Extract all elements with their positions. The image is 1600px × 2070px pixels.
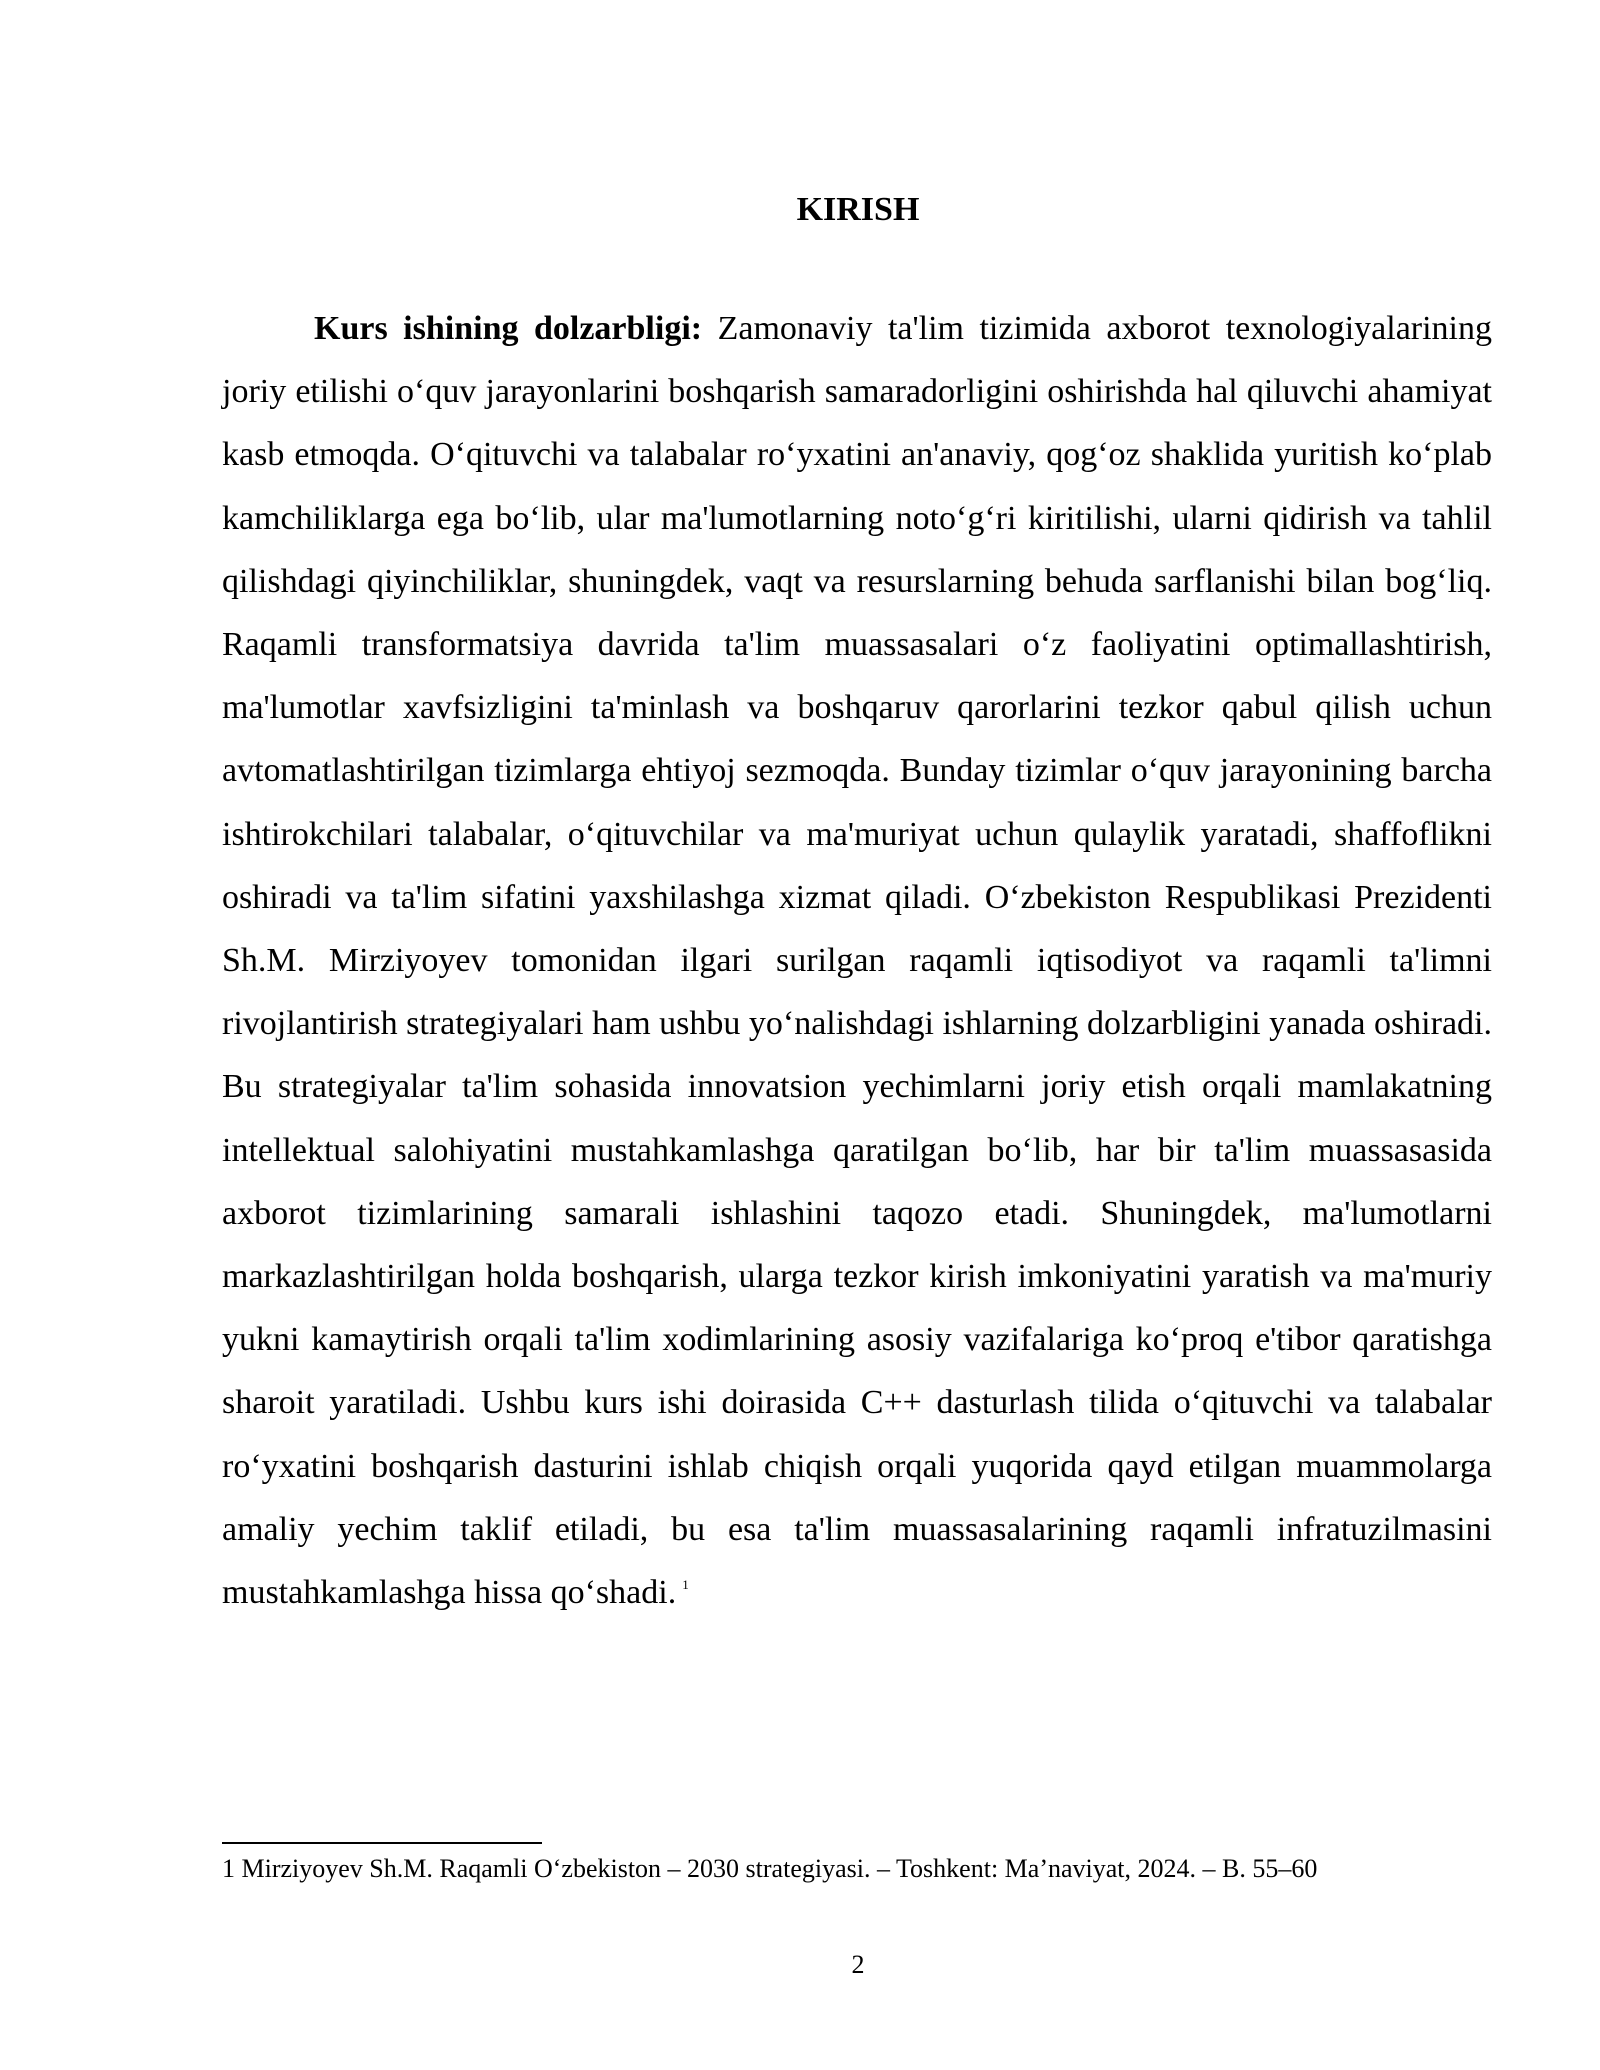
page-number: 2: [851, 1950, 865, 1979]
section-heading: KIRISH: [796, 191, 920, 228]
footnote-text: 1 Mirziyoyev Sh.M. Raqamli Oʻzbekiston – 2030 strategiyasi. – Toshkent: Ma’naviyat, 2024. – B. 55–60: [222, 1854, 1318, 1883]
footnote-separator: [222, 1842, 542, 1844]
body-paragraph: [222, 297, 1492, 1624]
footnote-reference: 1: [682, 1577, 689, 1593]
paragraph-lead: Kurs ishining dolzarbligi:: [314, 310, 703, 347]
paragraph-text: Zamonaviy ta'lim tizimida axborot texnologiyalarining joriy etilishi oʻquv jarayonlarini boshqarish samaradorligini oshirishda hal qiluvchi ahamiyat kasb etmoqda. Oʻqituvchi va talabalar roʻyxatini an'anaviy, qogʻoz shaklida yuritish koʻplab kamchiliklarga ega boʻlib, ular ma'lumotlarning notoʻgʻri kiritilishi, ularni qidirish va tahlil qilishdagi qiyinchiliklar, shuningdek, vaqt va resurslarning behuda sarflanishi bilan bogʻliq. Raqamli transformatsiya davrida ta'lim muassasalari oʻz faoliyatini optimallashtirish, ma'lumotlar xavfsizligini ta'minlash va boshqaruv qarorlarini tezkor qabul qilish uchun avtomatlashtirilgan tizimlarga ehtiyoj sezmoqda. Bunday tizimlar oʻquv jarayonining barcha ishtirokchilari talabalar, oʻqituvchilar va ma'muriyat uchun qulaylik yaratadi, shaffoflikni oshiradi va ta'lim sifatini yaxshilashga xizmat qiladi. Oʻzbekiston Respublikasi Prezidenti Sh.M. Mirziyoyev tomonidan ilgari surilgan raqamli iqtisodiyot va raqamli ta'limni rivojlantirish strategiyalari ham ushbu yoʻnalishdagi ishlarning dolzarbligini yanada oshiradi. Bu strategiyalar ta'lim sohasida innovatsion yechimlarni joriy etish orqali mamlakatning intellektual salohiyatini mustahkamlashga qaratilgan boʻlib, har bir ta'lim muassasasida axborot tizimlarining samarali ishlashini taqozo etadi. Shuningdek, ma'lumotlarni markazlashtirilgan holda boshqarish, ularga tezkor kirish imkoniyatini yaratish va ma'muriy yukni kamaytirish orqali ta'lim xodimlarining asosiy vazifalariga koʻproq e'tibor qaratishga sharoit yaratiladi. Ushbu kurs ishi doirasida C++ dasturlash tilida oʻqituvchi va talabalar roʻyxatini boshqarish dasturini ishlab chiqish orqali yuqorida qayd etilgan muammolarga amaliy yechim taklif etiladi, bu esa ta'lim muassasalarining raqamli infratuzilmasini mustahkamlashga hissa qoʻshadi.: [222, 310, 1493, 1612]
